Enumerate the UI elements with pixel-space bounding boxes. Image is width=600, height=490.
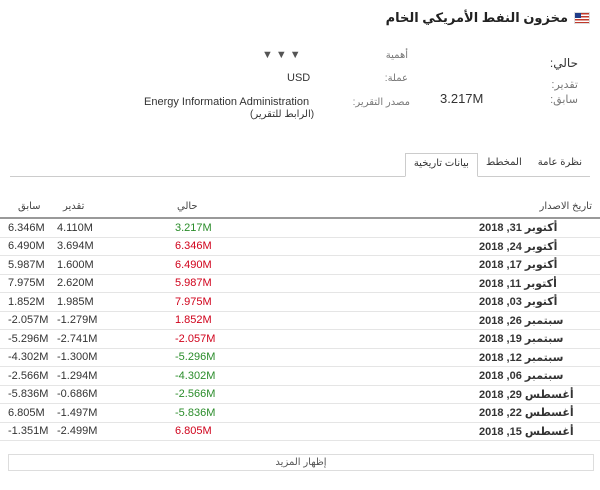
estimate-cell: -2.499M xyxy=(57,422,173,441)
table-row xyxy=(0,404,600,423)
importance-rating xyxy=(262,49,301,61)
current-cell: 7.975M xyxy=(173,293,287,312)
estimate-cell: 3.694M xyxy=(57,237,173,256)
release-date-cell: سبتمبر 26, 2018 xyxy=(287,311,600,330)
table-row xyxy=(0,367,600,386)
release-date-cell: سبتمبر 06, 2018 xyxy=(287,367,600,386)
previous-cell: 1.852M xyxy=(0,293,57,312)
current-cell: -2.566M xyxy=(173,385,287,404)
current-cell: 6.805M xyxy=(173,422,287,441)
table-row xyxy=(0,330,600,349)
previous-cell: -5.836M xyxy=(0,385,57,404)
page-title: مخزون النفط الأمريكي الخام xyxy=(385,10,568,25)
estimate-cell: -1.497M xyxy=(57,404,173,423)
current-cell: -5.296M xyxy=(173,348,287,367)
estimate-label: تقدير: xyxy=(551,79,578,91)
tab-bar xyxy=(10,153,590,175)
estimate-cell: -1.279M xyxy=(57,311,173,330)
previous-cell: -5.296M xyxy=(0,330,57,349)
source-link[interactable]: (الرابط للتقرير) xyxy=(250,109,315,120)
historical-data-table xyxy=(0,195,600,441)
importance-label: أهمية xyxy=(385,50,408,61)
release-date-cell: أغسطس 22, 2018 xyxy=(287,404,600,423)
current-cell: 6.346M xyxy=(173,237,287,256)
previous-cell: 7.975M xyxy=(0,274,57,293)
source-label: مصدر التقرير: xyxy=(352,97,410,108)
previous-cell: 6.346M xyxy=(0,218,57,237)
table-row xyxy=(0,274,600,293)
header-previous: سابق xyxy=(18,200,41,212)
previous-label: سابق: xyxy=(550,94,578,106)
current-cell: 6.490M xyxy=(173,256,287,275)
table-row xyxy=(0,218,600,237)
previous-cell: 6.805M xyxy=(0,404,57,423)
release-date-cell: سبتمبر 12, 2018 xyxy=(287,348,600,367)
header-release-date: تاريخ الاصدار xyxy=(539,200,592,212)
bull-icon: ▼ xyxy=(275,49,287,61)
estimate-cell: -2.741M xyxy=(57,330,173,349)
estimate-cell: 1.985M xyxy=(57,293,173,312)
tab-divider xyxy=(10,176,590,177)
estimate-cell: -1.294M xyxy=(57,367,173,386)
estimate-cell: 4.110M xyxy=(57,218,173,237)
summary-panel xyxy=(0,44,600,124)
header-estimate: تقدير xyxy=(63,200,85,212)
previous-cell: -2.566M xyxy=(0,367,57,386)
table-row xyxy=(0,237,600,256)
tab-chart[interactable]: المخطط xyxy=(485,157,522,168)
current-cell: 5.987M xyxy=(173,274,287,293)
page-header xyxy=(10,8,590,28)
estimate-cell: 1.600M xyxy=(57,256,173,275)
estimate-cell: -1.300M xyxy=(57,348,173,367)
table-row xyxy=(0,311,600,330)
previous-cell: -4.302M xyxy=(0,348,57,367)
release-date-cell: أكتوبر 03, 2018 xyxy=(287,293,600,312)
estimate-cell: 2.620M xyxy=(57,274,173,293)
current-cell: 3.217M xyxy=(173,218,287,237)
release-date-cell: أغسطس 15, 2018 xyxy=(287,422,600,441)
previous-value: 3.217M xyxy=(440,91,484,106)
table-row xyxy=(0,422,600,441)
release-date-cell: أكتوبر 24, 2018 xyxy=(287,237,600,256)
current-cell: -5.836M xyxy=(173,404,287,423)
previous-cell: 6.490M xyxy=(0,237,57,256)
table-header-row xyxy=(0,195,600,218)
currency-value: USD xyxy=(287,72,311,84)
header-current: حالي xyxy=(177,200,198,212)
bull-icon: ▼ xyxy=(289,49,301,61)
source-value: Energy Information Administration xyxy=(144,96,310,108)
previous-cell: -2.057M xyxy=(0,311,57,330)
previous-cell: 5.987M xyxy=(0,256,57,275)
release-date-cell: أغسطس 29, 2018 xyxy=(287,385,600,404)
tab-overview[interactable]: نظرة عامة xyxy=(537,157,582,168)
current-label: حالي: xyxy=(549,56,578,70)
table-row xyxy=(0,293,600,312)
show-more-button[interactable]: إظهار المزيد xyxy=(8,454,594,471)
tab-historical-data[interactable]: بيانات تاريخية xyxy=(405,153,478,177)
us-flag-icon xyxy=(574,12,590,24)
release-date-cell: أكتوبر 11, 2018 xyxy=(287,274,600,293)
previous-cell: -1.351M xyxy=(0,422,57,441)
current-cell: -2.057M xyxy=(173,330,287,349)
release-date-cell: أكتوبر 17, 2018 xyxy=(287,256,600,275)
table-row xyxy=(0,348,600,367)
estimate-cell: -0.686M xyxy=(57,385,173,404)
bull-icon: ▼ xyxy=(262,49,273,61)
current-cell: 1.852M xyxy=(173,311,287,330)
release-date-cell: سبتمبر 19, 2018 xyxy=(287,330,600,349)
release-date-cell: أكتوبر 31, 2018 xyxy=(287,218,600,237)
currency-label: عملة: xyxy=(384,73,408,84)
current-cell: -4.302M xyxy=(173,367,287,386)
table-row xyxy=(0,256,600,275)
table-row xyxy=(0,385,600,404)
